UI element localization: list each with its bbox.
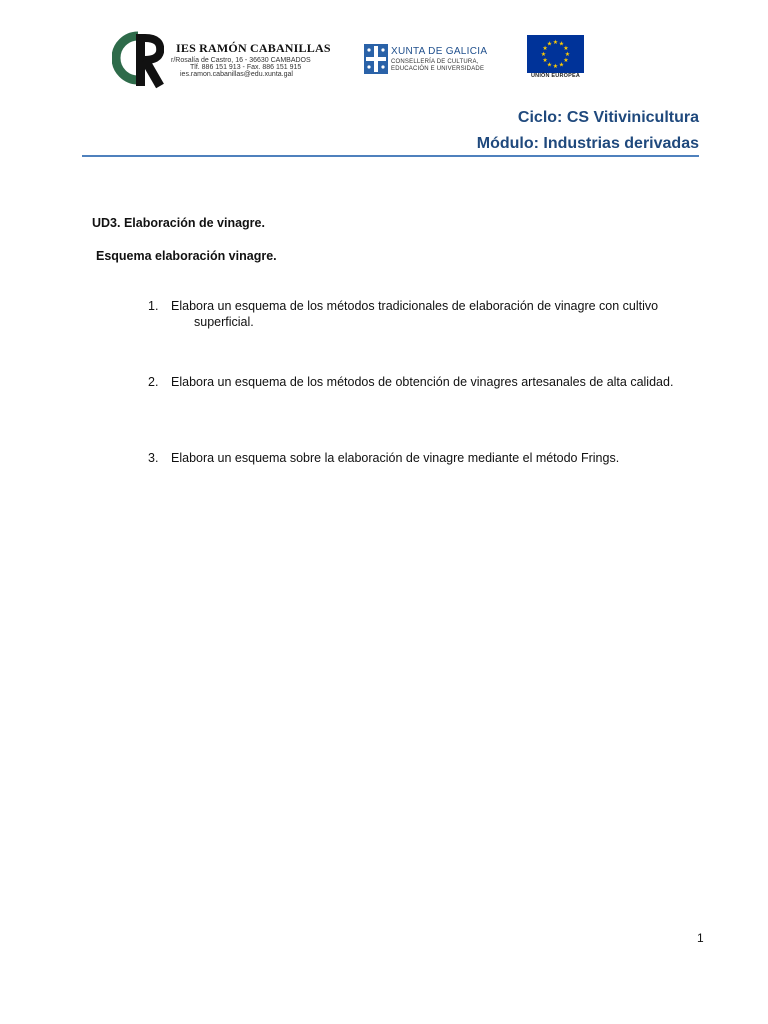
xunta-emblem-icon bbox=[364, 44, 388, 74]
list-item-number: 2. bbox=[148, 375, 159, 389]
section-title: Esquema elaboración vinagre. bbox=[96, 249, 277, 263]
school-phone: Tlf. 886 151 913 - Fax. 886 151 915 bbox=[190, 64, 302, 71]
unit-title: UD3. Elaboración de vinagre. bbox=[92, 216, 265, 230]
list-item-text-continuation: superficial. bbox=[194, 315, 254, 329]
eu-star-icon: ★ bbox=[542, 46, 548, 52]
school-address: r/Rosalía de Castro, 16 - 36630 CAMBADOS bbox=[171, 57, 311, 64]
school-name: IES RAMÓN CABANILLAS bbox=[176, 41, 331, 55]
eu-star-icon: ★ bbox=[546, 62, 553, 69]
school-logo-icon bbox=[112, 30, 164, 90]
eu-star-icon: ★ bbox=[552, 40, 559, 46]
eu-star-icon: ★ bbox=[563, 46, 569, 52]
list-item bbox=[148, 449, 619, 467]
school-email: ies.ramon.cabanillas@edu.xunta.gal bbox=[180, 71, 293, 78]
eu-star-icon: ★ bbox=[546, 41, 553, 48]
course-cycle-title: Ciclo: CS Vitivinicultura bbox=[517, 109, 699, 126]
eu-star-icon: ★ bbox=[540, 52, 547, 58]
xunta-department-line1: CONSELLERÍA DE CULTURA, bbox=[391, 59, 479, 65]
eu-flag-icon bbox=[527, 35, 584, 73]
list-item-text: Elabora un esquema sobre la elaboración de vinagre mediante el método Frings. bbox=[171, 451, 620, 465]
list-item-text: Elabora un esquema de los métodos de obtención de vinagres artesanales de alta calidad. bbox=[171, 375, 674, 389]
eu-star-icon: ★ bbox=[564, 52, 571, 58]
eu-label: UNIÓN EUROPEA bbox=[530, 73, 581, 79]
list-item-text: Elabora un esquema de los métodos tradicionales de elaboración de vinagre con cultivo bbox=[171, 299, 659, 313]
page-number: 1 bbox=[697, 931, 704, 945]
eu-star-icon: ★ bbox=[558, 62, 565, 69]
list-item bbox=[148, 297, 688, 315]
xunta-name: XUNTA DE GALICIA bbox=[391, 46, 488, 57]
list-item-number: 3. bbox=[148, 451, 159, 465]
course-module-title: Módulo: Industrias derivadas bbox=[476, 135, 699, 152]
eu-star-icon: ★ bbox=[552, 64, 559, 70]
list-item bbox=[148, 373, 673, 391]
list-item-number: 1. bbox=[148, 299, 159, 313]
eu-star-icon: ★ bbox=[563, 58, 569, 64]
header-divider bbox=[82, 155, 699, 157]
eu-star-icon: ★ bbox=[542, 58, 548, 64]
eu-star-icon: ★ bbox=[558, 41, 565, 48]
xunta-department-line2: EDUCACIÓN E UNIVERSIDADE bbox=[391, 66, 485, 72]
